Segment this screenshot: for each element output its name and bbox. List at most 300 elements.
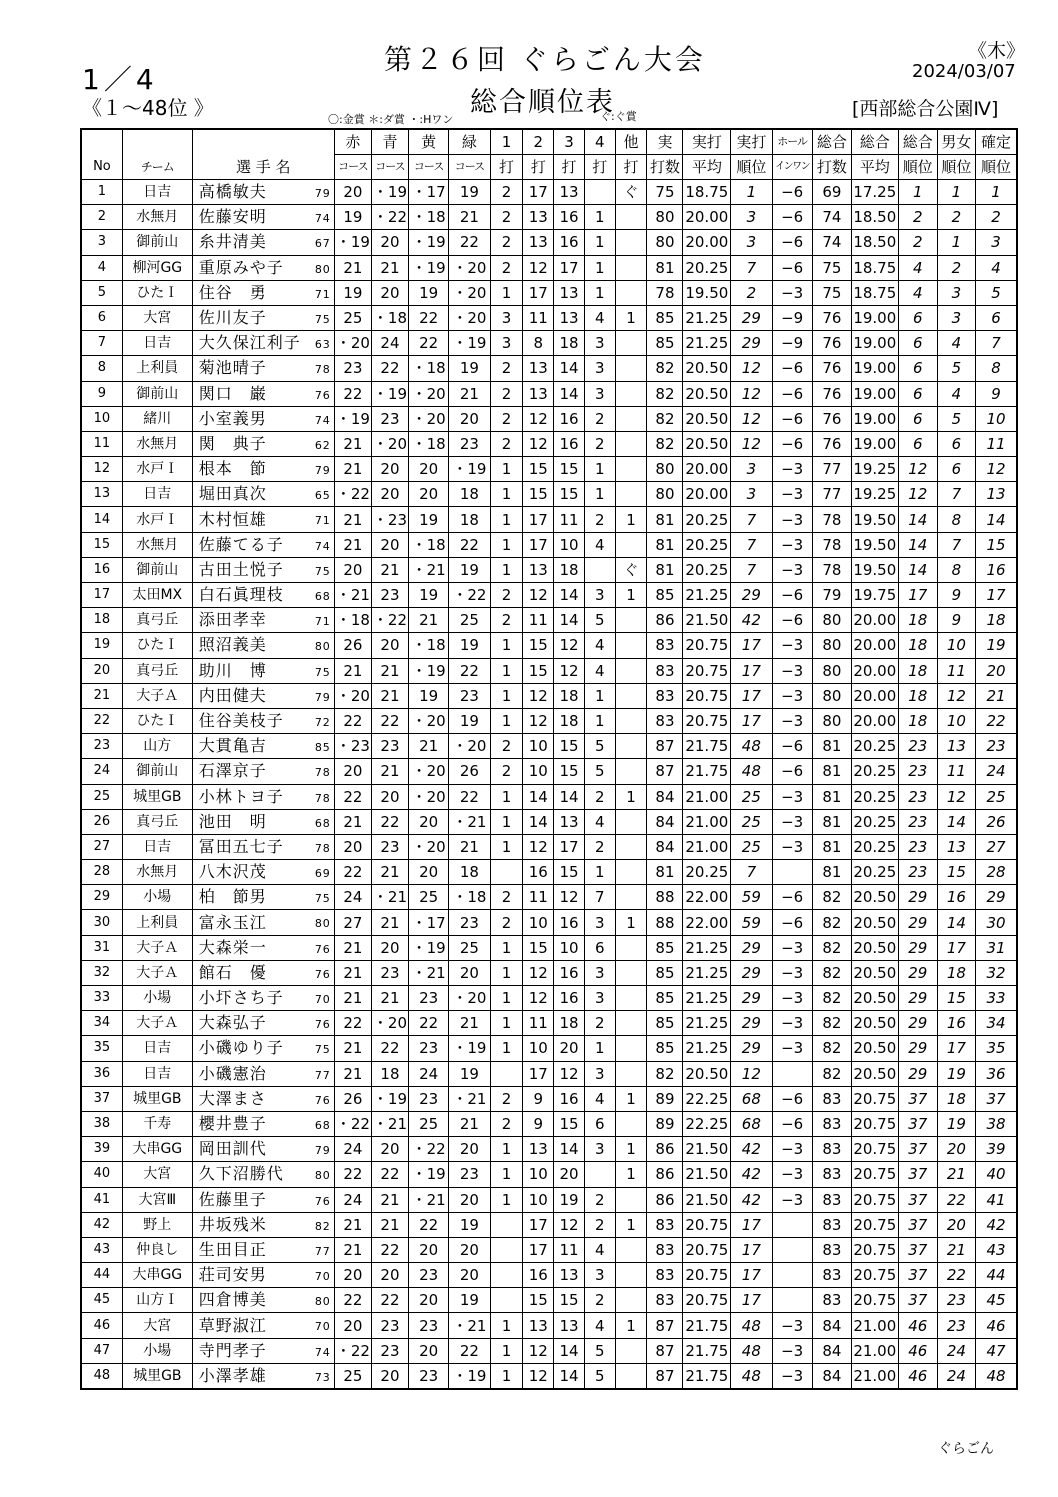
cell-s3: 16 xyxy=(554,431,585,456)
player-name: 櫻井豊子 xyxy=(198,1114,267,1134)
cell-total-rank: 23 xyxy=(898,809,937,834)
cell-s1: 1 xyxy=(490,633,523,658)
cell-total-avg: 20.25 xyxy=(851,809,898,834)
cell-s3: 16 xyxy=(554,230,585,255)
player-age: 76 xyxy=(314,1194,331,1208)
cell-s1: 1 xyxy=(490,986,523,1011)
cell-s4: 4 xyxy=(584,532,615,557)
cell-s3: 14 xyxy=(554,583,585,608)
cell-red: 24 xyxy=(334,1187,371,1212)
cell-s2: 11 xyxy=(523,885,554,910)
table-row xyxy=(81,1011,1017,1036)
cell-s3: 15 xyxy=(554,482,585,507)
table-row xyxy=(81,1137,1017,1162)
cell-green: 20 xyxy=(449,1137,490,1162)
cell-actual-rank: 7 xyxy=(731,532,772,557)
cell-yellow: ・17 xyxy=(409,180,449,205)
cell-player-name xyxy=(192,1187,334,1212)
col-1-stroke-sub: 打 xyxy=(490,155,523,180)
cell-total-rank: 46 xyxy=(898,1338,937,1363)
cell-actual-rank: 59 xyxy=(731,885,772,910)
cell-actual: 86 xyxy=(647,1137,683,1162)
cell-yellow: ・20 xyxy=(409,834,449,859)
table-row xyxy=(81,331,1017,356)
cell-avg: 20.00 xyxy=(683,482,731,507)
cell-gender-rank: 13 xyxy=(937,834,975,859)
cell-total: 76 xyxy=(812,331,851,356)
cell-red: 20 xyxy=(334,1263,371,1288)
cell-actual-rank: 7 xyxy=(731,507,772,532)
cell-s2: 13 xyxy=(523,557,554,582)
cell-s3: 12 xyxy=(554,658,585,683)
cell-s3: 18 xyxy=(554,708,585,733)
cell-actual: 81 xyxy=(647,532,683,557)
cell-yellow: 24 xyxy=(409,1061,449,1086)
cell-red: 22 xyxy=(334,1288,371,1313)
cell-hole-in-one: −3 xyxy=(772,658,812,683)
cell-actual: 80 xyxy=(647,230,683,255)
cell-s4 xyxy=(584,180,615,205)
cell-yellow: ・20 xyxy=(409,406,449,431)
cell-green: 19 xyxy=(449,633,490,658)
cell-red: 21 xyxy=(334,457,371,482)
cell-total: 83 xyxy=(812,1111,851,1136)
cell-team: 日吉 xyxy=(122,834,192,859)
page-subtitle: 総合順位表 xyxy=(470,87,615,118)
cell-no: 36 xyxy=(81,1061,122,1086)
cell-s1: 2 xyxy=(490,180,523,205)
table-row xyxy=(81,532,1017,557)
cell-player-name xyxy=(192,583,334,608)
cell-actual-rank: 25 xyxy=(731,784,772,809)
cell-actual: 85 xyxy=(647,960,683,985)
cell-other xyxy=(615,683,647,708)
cell-actual: 81 xyxy=(647,557,683,582)
cell-s3: 20 xyxy=(554,1036,585,1061)
cell-player-name xyxy=(192,482,334,507)
cell-blue: ・22 xyxy=(371,608,408,633)
cell-hole-in-one: −6 xyxy=(772,734,812,759)
cell-total: 83 xyxy=(812,1086,851,1111)
cell-green: ・18 xyxy=(449,885,490,910)
cell-other xyxy=(615,255,647,280)
cell-s4: 2 xyxy=(584,1187,615,1212)
cell-yellow: 23 xyxy=(409,1313,449,1338)
cell-total-avg: 18.50 xyxy=(851,230,898,255)
cell-s2: 13 xyxy=(523,1313,554,1338)
cell-total-rank: 18 xyxy=(898,633,937,658)
cell-s1: 2 xyxy=(490,759,523,784)
cell-s4: 1 xyxy=(584,482,615,507)
ranking-rows xyxy=(81,180,1017,1390)
cell-blue: 22 xyxy=(371,1036,408,1061)
cell-avg: 20.25 xyxy=(683,507,731,532)
cell-total-avg: 20.00 xyxy=(851,708,898,733)
cell-s2: 10 xyxy=(523,910,554,935)
cell-avg: 21.50 xyxy=(683,1162,731,1187)
cell-s2: 10 xyxy=(523,1187,554,1212)
cell-s2: 16 xyxy=(523,860,554,885)
cell-actual-rank: 12 xyxy=(731,356,772,381)
table-row xyxy=(81,1263,1017,1288)
cell-s1: 1 xyxy=(490,280,523,305)
cell-total-avg: 20.25 xyxy=(851,784,898,809)
player-age: 70 xyxy=(314,1320,331,1334)
cell-no: 9 xyxy=(81,381,122,406)
cell-final-rank: 47 xyxy=(976,1338,1018,1363)
cell-total-avg: 21.00 xyxy=(851,1313,898,1338)
cell-blue: 20 xyxy=(371,482,408,507)
cell-s2: 12 xyxy=(523,960,554,985)
cell-gender-rank: 15 xyxy=(937,860,975,885)
cell-avg: 20.25 xyxy=(683,557,731,582)
cell-s2: 12 xyxy=(523,255,554,280)
cell-gender-rank: 5 xyxy=(937,406,975,431)
cell-red: 22 xyxy=(334,381,371,406)
cell-total-rank: 29 xyxy=(898,935,937,960)
col-total-rank-sub: 順位 xyxy=(898,155,937,180)
cell-total: 77 xyxy=(812,457,851,482)
cell-gender-rank: 1 xyxy=(937,230,975,255)
cell-green: 20 xyxy=(449,1187,490,1212)
cell-team: 大子Ａ xyxy=(122,1011,192,1036)
cell-player-name xyxy=(192,784,334,809)
cell-gender-rank: 24 xyxy=(937,1338,975,1363)
col-total-rank: 総合 xyxy=(898,129,937,155)
cell-s2: 14 xyxy=(523,809,554,834)
cell-yellow: 20 xyxy=(409,1237,449,1262)
table-row xyxy=(81,1036,1017,1061)
cell-no: 21 xyxy=(81,683,122,708)
player-name: 井坂残米 xyxy=(198,1214,267,1234)
player-age: 62 xyxy=(314,438,331,452)
cell-total: 81 xyxy=(812,809,851,834)
col-actual-rank: 実打 xyxy=(731,129,772,155)
cell-red: ・20 xyxy=(334,331,371,356)
cell-other xyxy=(615,633,647,658)
col-team: チーム xyxy=(122,129,192,180)
cell-no: 14 xyxy=(81,507,122,532)
cell-team: 緒川 xyxy=(122,406,192,431)
cell-other: 1 xyxy=(615,1137,647,1162)
cell-avg: 21.25 xyxy=(683,331,731,356)
cell-s3: 16 xyxy=(554,1086,585,1111)
cell-red: ・21 xyxy=(334,583,371,608)
cell-s1: 1 xyxy=(490,507,523,532)
cell-team: 大串GG xyxy=(122,1263,192,1288)
cell-no: 10 xyxy=(81,406,122,431)
cell-avg: 22.25 xyxy=(683,1111,731,1136)
cell-player-name xyxy=(192,557,334,582)
cell-s2: 12 xyxy=(523,1338,554,1363)
cell-s3: 12 xyxy=(554,1061,585,1086)
cell-blue: ・20 xyxy=(371,1011,408,1036)
cell-no: 38 xyxy=(81,1111,122,1136)
cell-s4: 5 xyxy=(584,1363,615,1389)
cell-blue: 21 xyxy=(371,910,408,935)
cell-blue: 21 xyxy=(371,759,408,784)
cell-s1 xyxy=(490,1263,523,1288)
cell-team: 水無月 xyxy=(122,532,192,557)
cell-team: 上利員 xyxy=(122,910,192,935)
cell-actual-rank: 68 xyxy=(731,1086,772,1111)
cell-gender-rank: 19 xyxy=(937,1111,975,1136)
cell-s2: 17 xyxy=(523,1061,554,1086)
player-name: 小磯ゆり子 xyxy=(198,1038,284,1058)
cell-s4: 3 xyxy=(584,1061,615,1086)
cell-team: 大子Ａ xyxy=(122,935,192,960)
cell-actual-rank: 12 xyxy=(731,1061,772,1086)
cell-red: 22 xyxy=(334,1011,371,1036)
cell-final-rank: 8 xyxy=(976,356,1018,381)
cell-total-rank: 14 xyxy=(898,507,937,532)
cell-total-avg: 20.25 xyxy=(851,734,898,759)
cell-gender-rank: 8 xyxy=(937,507,975,532)
cell-blue: 21 xyxy=(371,658,408,683)
cell-blue: 20 xyxy=(371,1363,408,1389)
cell-s2: 12 xyxy=(523,834,554,859)
cell-s3: 11 xyxy=(554,1237,585,1262)
cell-total-rank: 18 xyxy=(898,658,937,683)
col-hole-in-one: ホール xyxy=(772,129,812,155)
cell-total: 80 xyxy=(812,608,851,633)
cell-s3: 13 xyxy=(554,305,585,330)
cell-final-rank: 4 xyxy=(976,255,1018,280)
cell-green: 21 xyxy=(449,205,490,230)
table-row xyxy=(81,683,1017,708)
table-row xyxy=(81,205,1017,230)
cell-actual-rank: 7 xyxy=(731,860,772,885)
cell-final-rank: 17 xyxy=(976,583,1018,608)
cell-total-avg: 17.25 xyxy=(851,180,898,205)
cell-s4: 1 xyxy=(584,708,615,733)
cell-team: 真弓丘 xyxy=(122,809,192,834)
cell-total-rank: 2 xyxy=(898,230,937,255)
cell-actual: 80 xyxy=(647,482,683,507)
col-2-stroke: 2 xyxy=(523,129,554,155)
cell-total: 83 xyxy=(812,1137,851,1162)
cell-red: 21 xyxy=(334,255,371,280)
cell-hole-in-one: −3 xyxy=(772,1187,812,1212)
player-name: 白石眞理枝 xyxy=(198,585,284,605)
cell-gender-rank: 14 xyxy=(937,910,975,935)
cell-green: ・21 xyxy=(449,1086,490,1111)
cell-red: 25 xyxy=(334,305,371,330)
cell-s4: 3 xyxy=(584,910,615,935)
cell-s2: 12 xyxy=(523,431,554,456)
cell-other xyxy=(615,457,647,482)
cell-red: 21 xyxy=(334,658,371,683)
cell-blue: 21 xyxy=(371,255,408,280)
cell-total-avg: 20.50 xyxy=(851,960,898,985)
cell-hole-in-one xyxy=(772,1237,812,1262)
cell-other xyxy=(615,280,647,305)
col-actual-avg-sub: 平均 xyxy=(683,155,731,180)
cell-hole-in-one: −3 xyxy=(772,708,812,733)
cell-team: 水無月 xyxy=(122,431,192,456)
cell-actual-rank: 29 xyxy=(731,935,772,960)
cell-other xyxy=(615,431,647,456)
cell-no: 26 xyxy=(81,809,122,834)
cell-total: 82 xyxy=(812,1061,851,1086)
cell-actual: 89 xyxy=(647,1086,683,1111)
cell-blue: 23 xyxy=(371,1313,408,1338)
cell-actual-rank: 17 xyxy=(731,1237,772,1262)
cell-avg: 21.75 xyxy=(683,1313,731,1338)
cell-player-name xyxy=(192,1212,334,1237)
cell-total-rank: 29 xyxy=(898,1011,937,1036)
cell-s3: 15 xyxy=(554,734,585,759)
cell-total: 81 xyxy=(812,759,851,784)
player-age: 76 xyxy=(314,388,331,402)
cell-actual: 82 xyxy=(647,406,683,431)
cell-avg: 20.75 xyxy=(683,708,731,733)
cell-avg: 20.50 xyxy=(683,406,731,431)
cell-player-name xyxy=(192,406,334,431)
cell-actual: 83 xyxy=(647,683,683,708)
cell-avg: 20.00 xyxy=(683,230,731,255)
cell-actual: 81 xyxy=(647,860,683,885)
cell-green: ・19 xyxy=(449,457,490,482)
player-age: 74 xyxy=(314,1345,331,1359)
cell-s3: 13 xyxy=(554,809,585,834)
cell-actual: 85 xyxy=(647,1011,683,1036)
cell-green: ・20 xyxy=(449,255,490,280)
col-blue-course: 青 xyxy=(371,129,408,155)
cell-s1: 1 xyxy=(490,708,523,733)
cell-team: ひたＩ xyxy=(122,633,192,658)
table-row xyxy=(81,608,1017,633)
cell-actual-rank: 48 xyxy=(731,1363,772,1389)
cell-green: 22 xyxy=(449,784,490,809)
table-row xyxy=(81,1363,1017,1389)
table-row xyxy=(81,910,1017,935)
cell-blue: 20 xyxy=(371,1137,408,1162)
col-4-stroke-sub: 打 xyxy=(584,155,615,180)
cell-yellow: ・18 xyxy=(409,356,449,381)
cell-no: 20 xyxy=(81,658,122,683)
cell-actual-rank: 12 xyxy=(731,406,772,431)
cell-s2: 9 xyxy=(523,1111,554,1136)
cell-s1 xyxy=(490,1237,523,1262)
cell-yellow: 20 xyxy=(409,457,449,482)
cell-avg: 21.25 xyxy=(683,1011,731,1036)
cell-team: 御前山 xyxy=(122,230,192,255)
cell-s4: 1 xyxy=(584,457,615,482)
cell-red: ・18 xyxy=(334,608,371,633)
table-row xyxy=(81,381,1017,406)
cell-s1 xyxy=(490,860,523,885)
cell-yellow: ・21 xyxy=(409,960,449,985)
cell-green: 21 xyxy=(449,1011,490,1036)
cell-green: ・21 xyxy=(449,809,490,834)
cell-player-name xyxy=(192,230,334,255)
cell-other xyxy=(615,331,647,356)
cell-avg: 20.75 xyxy=(683,633,731,658)
player-name: 菊池晴子 xyxy=(198,358,267,378)
cell-no: 1 xyxy=(81,180,122,205)
player-name: 荘司安男 xyxy=(198,1265,267,1285)
cell-total-rank: 6 xyxy=(898,381,937,406)
cell-gender-rank: 22 xyxy=(937,1263,975,1288)
cell-hole-in-one: −3 xyxy=(772,1011,812,1036)
col-yellow-course: 黄 xyxy=(409,129,449,155)
player-age: 76 xyxy=(314,1093,331,1107)
cell-avg: 20.50 xyxy=(683,1061,731,1086)
cell-actual: 80 xyxy=(647,205,683,230)
cell-player-name xyxy=(192,1036,334,1061)
cell-total: 82 xyxy=(812,1011,851,1036)
player-age: 63 xyxy=(314,338,331,352)
col-blue-course-sub: コース xyxy=(371,155,408,180)
cell-other xyxy=(615,482,647,507)
player-name: 根本 節 xyxy=(198,459,267,479)
cell-blue: 24 xyxy=(371,331,408,356)
cell-other xyxy=(615,532,647,557)
cell-total-avg: 20.75 xyxy=(851,1212,898,1237)
player-age: 80 xyxy=(314,1295,331,1309)
cell-red: 27 xyxy=(334,910,371,935)
cell-green: 20 xyxy=(449,1263,490,1288)
cell-no: 7 xyxy=(81,331,122,356)
cell-blue: 22 xyxy=(371,1288,408,1313)
cell-s4 xyxy=(584,557,615,582)
cell-red: 26 xyxy=(334,1086,371,1111)
cell-blue: 22 xyxy=(371,809,408,834)
legend-gu-award: ぐ:ぐ賞 xyxy=(600,110,637,123)
player-age: 74 xyxy=(314,212,331,226)
cell-team: 小場 xyxy=(122,1338,192,1363)
cell-red: ・20 xyxy=(334,683,371,708)
cell-blue: 20 xyxy=(371,457,408,482)
cell-other xyxy=(615,708,647,733)
cell-red: 20 xyxy=(334,759,371,784)
cell-s1: 2 xyxy=(490,734,523,759)
cell-final-rank: 20 xyxy=(976,658,1018,683)
player-name: 小林トヨ子 xyxy=(198,786,284,806)
cell-other xyxy=(615,1111,647,1136)
cell-final-rank: 40 xyxy=(976,1162,1018,1187)
cell-hole-in-one: −3 xyxy=(772,1338,812,1363)
cell-s1: 1 xyxy=(490,1338,523,1363)
cell-player-name xyxy=(192,809,334,834)
cell-green: ・20 xyxy=(449,305,490,330)
cell-actual: 84 xyxy=(647,834,683,859)
player-name: 生田目正 xyxy=(198,1239,267,1259)
cell-final-rank: 13 xyxy=(976,482,1018,507)
col-total: 総合 xyxy=(812,129,851,155)
cell-s4: 5 xyxy=(584,1338,615,1363)
cell-hole-in-one: −6 xyxy=(772,356,812,381)
cell-player-name xyxy=(192,532,334,557)
cell-actual: 82 xyxy=(647,356,683,381)
cell-blue: 20 xyxy=(371,784,408,809)
cell-player-name xyxy=(192,331,334,356)
cell-hole-in-one: −3 xyxy=(772,1137,812,1162)
cell-s4: 1 xyxy=(584,280,615,305)
cell-final-rank: 25 xyxy=(976,784,1018,809)
cell-total-rank: 29 xyxy=(898,910,937,935)
cell-total-avg: 19.50 xyxy=(851,557,898,582)
cell-total-avg: 20.50 xyxy=(851,910,898,935)
player-age: 77 xyxy=(314,1068,331,1082)
cell-total-rank: 29 xyxy=(898,1036,937,1061)
cell-final-rank: 19 xyxy=(976,633,1018,658)
cell-actual-rank: 17 xyxy=(731,1263,772,1288)
cell-avg: 22.00 xyxy=(683,885,731,910)
cell-other: 1 xyxy=(615,784,647,809)
table-row xyxy=(81,834,1017,859)
